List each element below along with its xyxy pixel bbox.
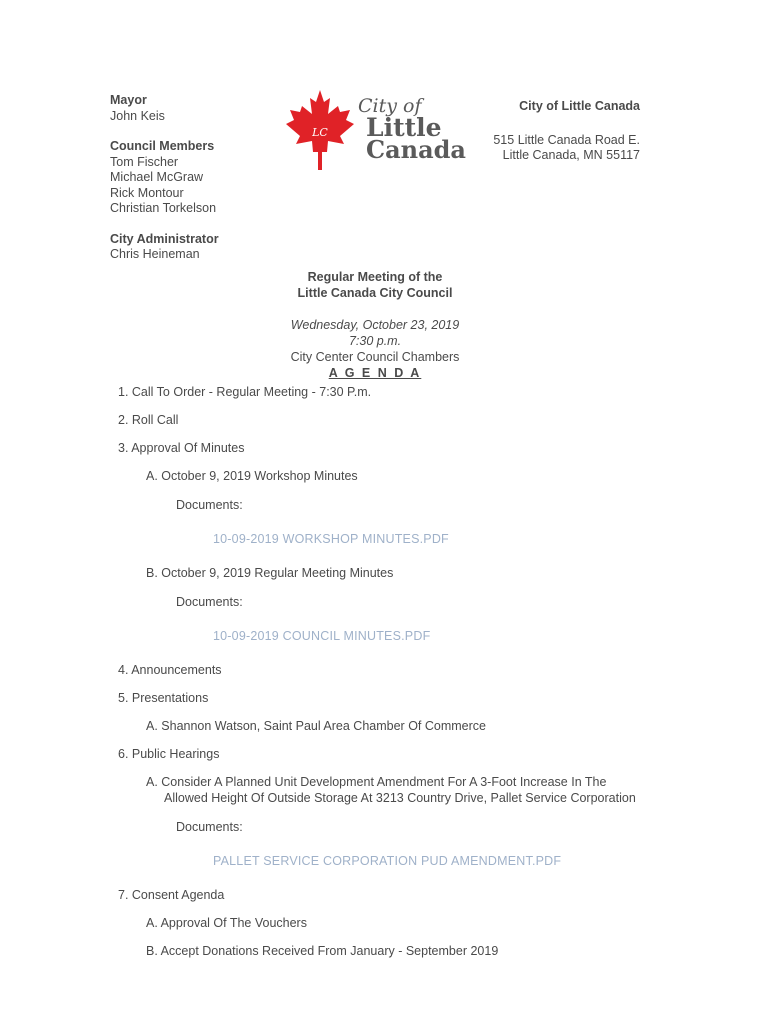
agenda-item: 2. Roll Call (118, 413, 179, 427)
agenda-item: 5. Presentations (118, 691, 209, 705)
city-contact (440, 99, 640, 164)
meeting-header (0, 269, 750, 381)
mayor-name: John Keis (110, 108, 165, 123)
document-link[interactable]: 10-09-2019 WORKSHOP MINUTES.PDF (213, 532, 449, 546)
documents-label: Documents: (176, 820, 243, 834)
administrator-name: Chris Heineman (110, 247, 200, 261)
address-line2: Little Canada, MN 55117 (502, 148, 640, 162)
meeting-title-line1: Regular Meeting of the (307, 270, 443, 284)
mayor-heading: Mayor (110, 93, 147, 107)
council-member: Tom Fischer (110, 154, 179, 169)
logo-line1: City of (358, 95, 422, 117)
agenda-item: 1. Call To Order - Regular Meeting - 7:30 P.m. (118, 385, 372, 399)
agenda-subitem: B. Accept Donations Received From January - September 2019 (146, 944, 499, 958)
agenda-subitem: A. October 9, 2019 Workshop Minutes (146, 469, 358, 483)
administrator-heading: City Administrator (110, 231, 219, 246)
agenda-subitem: A. Shannon Watson, Saint Paul Area Chamber Of Commerce (146, 719, 486, 733)
logo-monogram: LC (312, 126, 328, 139)
address-line1: 515 Little Canada Road E. (493, 132, 640, 147)
logo-line3: Canada (366, 135, 466, 164)
documents-label: Documents: (176, 595, 243, 609)
meeting-date: Wednesday, October 23, 2019 (290, 318, 460, 332)
document-link[interactable]: PALLET SERVICE CORPORATION PUD AMENDMENT.PDF (213, 854, 562, 868)
agenda-subitem: A. Consider A Planned Unit Development Amendment For A 3-Foot Increase In The (146, 775, 607, 789)
agenda-subitem-continued: Allowed Height Of Outside Storage At 3213 Country Drive, Pallet Service Corporation (164, 791, 636, 805)
council-heading: Council Members (110, 139, 215, 153)
council-member: Rick Montour (110, 185, 184, 200)
agenda-heading: A G E N D A (328, 366, 422, 380)
city-name: City of Little Canada (519, 99, 640, 113)
agenda-item: 7. Consent Agenda (118, 888, 225, 902)
agenda-item: 3. Approval Of Minutes (118, 441, 245, 455)
logo-line2: Little (366, 113, 442, 142)
council-member: Michael McGraw (110, 170, 204, 184)
meeting-title-line2: Little Canada City Council (297, 286, 453, 300)
documents-label: Documents: (176, 498, 243, 512)
document-link[interactable]: 10-09-2019 COUNCIL MINUTES.PDF (213, 629, 431, 643)
meeting-location: City Center Council Chambers (290, 350, 460, 364)
agenda-item: 4. Announcements (118, 663, 222, 677)
council-member: Christian Torkelson (110, 201, 217, 215)
agenda-subitem: A. Approval Of The Vouchers (146, 916, 307, 930)
meeting-time: 7:30 p.m. (348, 334, 402, 348)
agenda-item: 6. Public Hearings (118, 747, 220, 761)
agenda-subitem: B. October 9, 2019 Regular Meeting Minutes (146, 566, 394, 580)
